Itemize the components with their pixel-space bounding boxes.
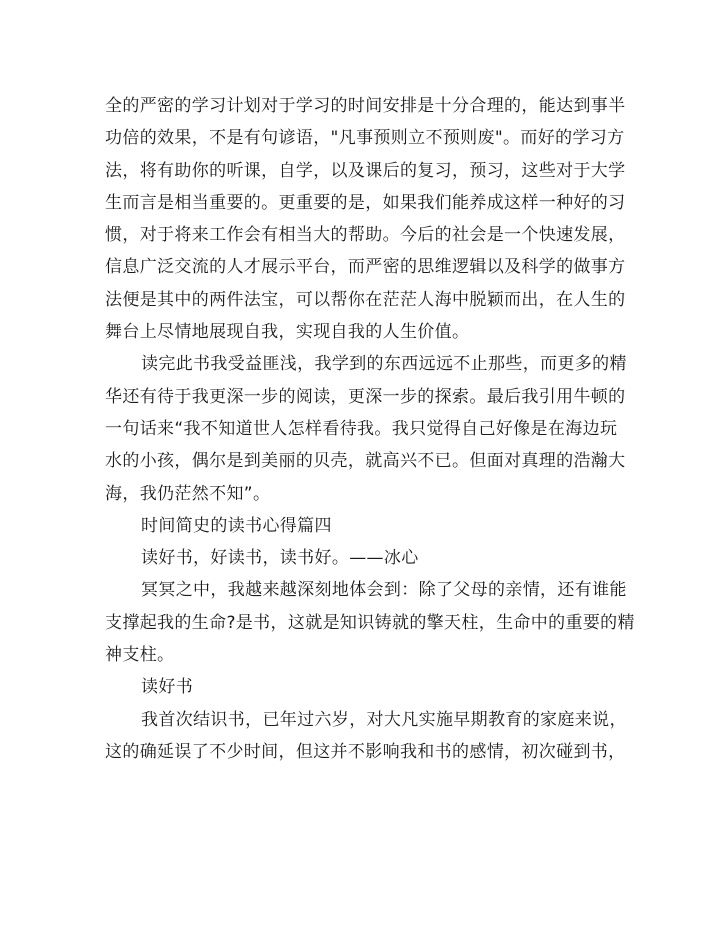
text-line: 法便是其中的两件法宝，可以帮你在茫茫人海中脱颖而出，在人生的 — [105, 289, 626, 310]
subheading-read-good-books — [105, 671, 615, 703]
text-line: 读好书 — [141, 677, 194, 698]
text-line: 读完此书我受益匪浅，我学到的东西远远不止那些，而更多的精 — [141, 354, 627, 375]
text-line: 我首次结识书，已年过六岁，对大凡实施早期教育的家庭来说， — [141, 709, 627, 730]
paragraph-newton-quote — [105, 348, 627, 509]
text-line: 支撑起我的生命?是书，这就是知识铸就的擎天柱，生命中的重要的精 — [105, 612, 635, 633]
paragraph-study-plan — [105, 90, 626, 348]
text-line: 法，将有助你的听课，自学，以及课后的复习，预习，这些对于大学 — [105, 160, 626, 181]
text-line: 一句话来“我不知道世人怎样看待我。我只觉得自己好像是在海边玩 — [105, 418, 618, 439]
text-line: 水的小孩，偶尔是到美丽的贝壳，就高兴不已。但面对真理的浩瀚大 — [105, 451, 626, 472]
body-text — [105, 90, 635, 768]
text-line: 舞台上尽情地展现自我，实现自我的人生价值。 — [105, 322, 470, 343]
text-line: 这的确延误了不少时间，但这并不影响我和书的感情，初次碰到书， — [105, 741, 626, 762]
text-line: 生而言是相当重要的。更重要的是，如果我们能养成这样一种好的习 — [105, 192, 626, 213]
text-line: 全的严密的学习计划对于学习的时间安排是十分合理的，能达到事半 — [105, 96, 626, 116]
text-line: 信息广泛交流的人才展示平台，而严密的思维逻辑以及科学的做事方 — [105, 257, 626, 278]
text-line: 海，我仍茫然不知”。 — [105, 483, 271, 504]
text-line: 冥冥之中，我越来越深刻地体会到：除了父母的亲情，还有谁能 — [141, 580, 627, 601]
epigraph — [105, 542, 615, 574]
text-line: 读好书，好读书，读书好。——冰心 — [141, 548, 419, 569]
text-line: 功倍的效果，不是有句谚语，"凡事预则立不预则废"。而好的学习方 — [105, 128, 625, 149]
text-line: 华还有待于我更深一步的阅读，更深一步的探索。最后我引用牛顿的 — [105, 386, 626, 407]
text-line: 时间简史的读书心得篇四 — [141, 515, 332, 536]
text-line: 惯，对于将来工作会有相当大的帮助。今后的社会是一个快速发展， — [105, 225, 626, 246]
section-heading — [105, 510, 615, 542]
paragraph-first-book — [105, 704, 627, 769]
paragraph-spiritual-pillar — [105, 574, 635, 671]
text-line: 神支柱。 — [105, 645, 175, 666]
